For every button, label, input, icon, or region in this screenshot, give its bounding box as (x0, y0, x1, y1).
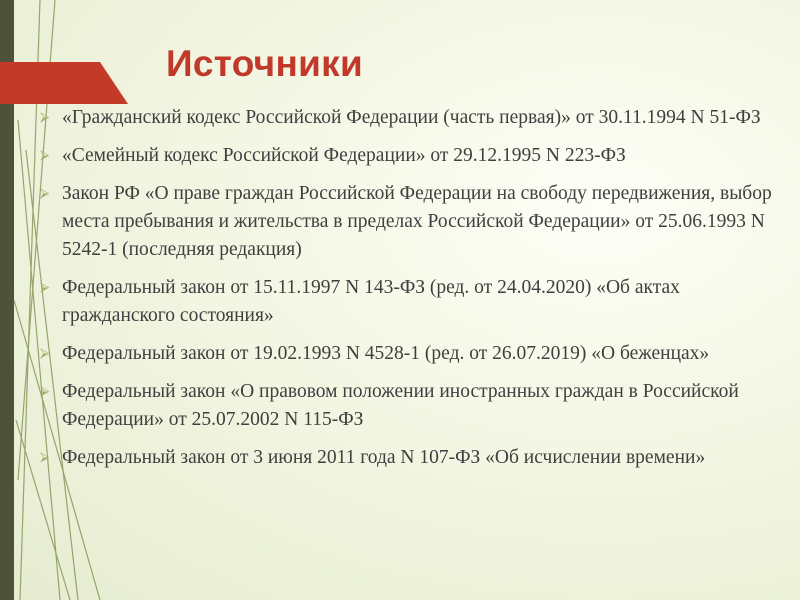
list-item-text: Федеральный закон от 15.11.1997 N 143-ФЗ (ред. от 24.04.2020) «Об актах гражданского состояния» (62, 277, 680, 326)
list-item-text: «Гражданский кодекс Российской Федерации (часть первая)» от 30.11.1994 N 51-ФЗ (62, 107, 761, 128)
list-item-text: Федеральный закон «О правовом положении иностранных граждан в Российской Федерации» от 25.07.2002 N 115-ФЗ (62, 381, 739, 430)
list-item (40, 104, 792, 132)
arrow-bullet-icon: ⮚ (40, 384, 50, 399)
arrow-bullet-icon: ⮚ (40, 450, 50, 465)
list-item (40, 340, 792, 368)
list-item (40, 180, 792, 264)
list-item (40, 274, 792, 330)
arrow-bullet-icon: ⮚ (40, 186, 50, 201)
arrow-bullet-icon: ⮚ (40, 280, 50, 295)
list-item-text: Федеральный закон от 19.02.1993 N 4528-1 (ред. от 26.07.2019) «О беженцах» (62, 343, 710, 364)
list-item (40, 142, 792, 170)
page-title: Источники (166, 43, 364, 84)
list-item-text: Федеральный закон от 3 июня 2011 года N 107-ФЗ «Об исчислении времени» (62, 447, 706, 468)
list-item (40, 378, 792, 434)
list-item-text: «Семейный кодекс Российской Федерации» от 29.12.1995 N 223-ФЗ (62, 145, 626, 166)
arrow-bullet-icon: ⮚ (40, 148, 50, 163)
list-item (40, 444, 792, 472)
list-item-text: Закон РФ «О праве граждан Российской Федерации на свободу передвижения, выбор места пребывания и жительства в пределах Российской Федерации» от 25.06.1993 N 5242-1 (последняя редакция) (62, 183, 772, 260)
arrow-bullet-icon: ⮚ (40, 110, 50, 125)
sources-list (40, 104, 792, 482)
arrow-bullet-icon: ⮚ (40, 346, 50, 361)
